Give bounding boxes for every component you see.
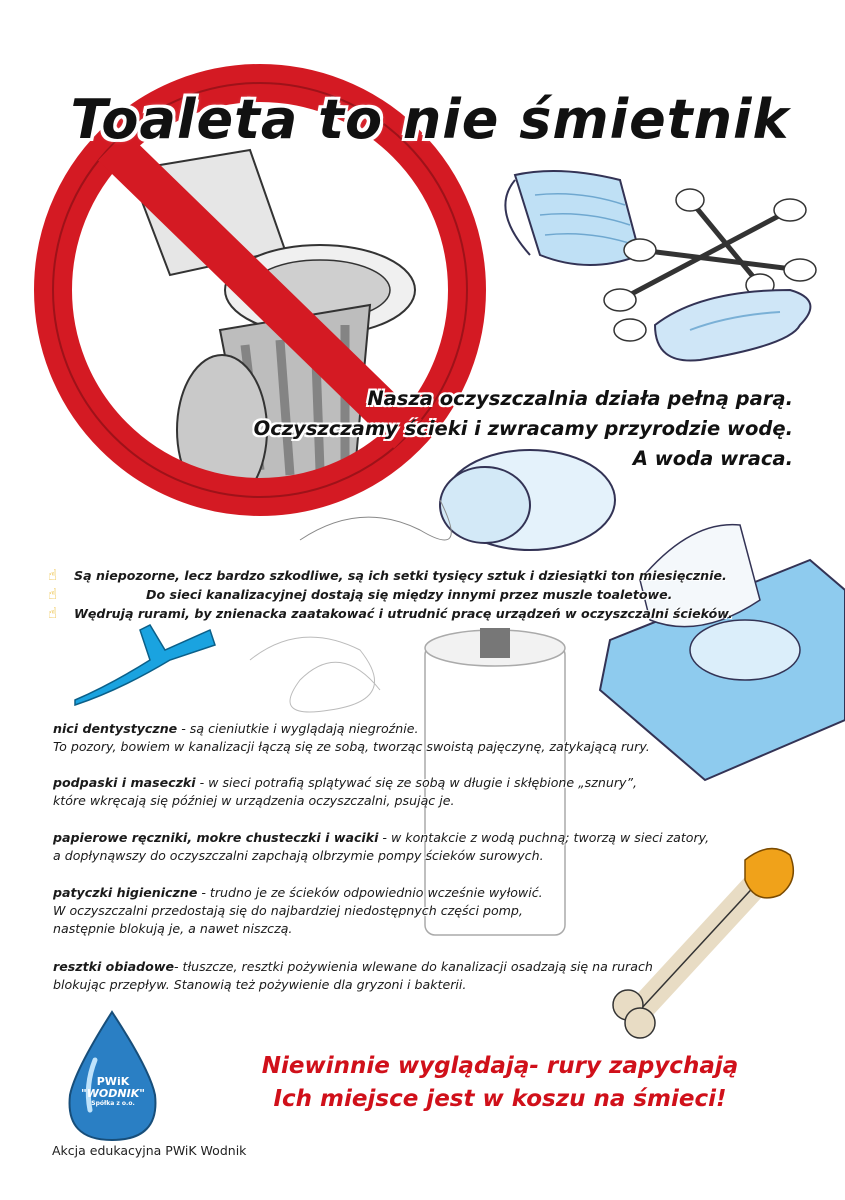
bullet-item	[46, 566, 826, 585]
item-text: a dopłynąwszy do oczyszczalni zapchają olbrzymie pompy ścieków surowych.	[53, 848, 544, 863]
item-name: resztki obiadowe	[53, 959, 174, 974]
item-text: W oczyszczalni przedostają się do najbardziej niedostępnych części pomp,	[53, 903, 523, 918]
footer-text: Akcja edukacyjna PWiK Wodnik	[52, 1143, 247, 1158]
bullet-text: Wędrują rurami, by znienacka zaatakować i utrudnić pracę urządzeń w oczyszczalni ścieków.	[74, 606, 733, 621]
hand-pointer-icon: ☝	[48, 604, 58, 622]
intro-text	[254, 384, 793, 474]
bullet-text: Są niepozorne, lecz bardzo szkodliwe, są ich setki tysięcy sztuk i dziesiątki ton miesięcznie.	[74, 568, 727, 583]
tangled-floss-icon	[250, 637, 380, 712]
item-name: podpaski i maseczki	[53, 775, 196, 790]
logo	[70, 1076, 156, 1108]
item-text: następnie blokują je, a nawet niszczą.	[53, 921, 293, 936]
intro-line-1: Nasza oczyszczalnia działa pełną parą.	[367, 387, 793, 410]
slogan-line-1: Niewinnie wyglądają- rury zapychają	[261, 1053, 739, 1079]
bullet-item	[46, 585, 826, 604]
bone-icon	[613, 849, 793, 1038]
intro-line-3: A woda wraca.	[632, 447, 793, 470]
item-dental-floss	[53, 720, 773, 756]
slogan-line-2: Ich miejsce jest w koszu na śmieci!	[273, 1086, 727, 1112]
page-title: Toaleta to nie śmietnik	[70, 88, 790, 151]
floss-pick-icon	[75, 625, 215, 705]
item-text: - tłuszcze, resztki pożywienia wlewane do kanalizacji osadzają się na rurach	[174, 959, 653, 974]
item-text: blokując przepływ. Stanowią też pożywienie dla gryzoni i bakterii.	[53, 977, 467, 992]
bullet-list	[46, 566, 826, 623]
item-name: papierowe ręczniki, mokre chusteczki i waciki	[53, 830, 379, 845]
hand-pointer-icon: ☝	[48, 566, 58, 584]
item-text: - są cieniutkie i wyglądają niegroźnie.	[177, 721, 419, 736]
bullet-item	[46, 604, 826, 623]
logo-line-1: PWiK	[96, 1075, 130, 1088]
face-mask-icon	[505, 171, 640, 265]
item-text: które wkręcają się później w urządzenia oczyszczalni, psując je.	[53, 793, 455, 808]
bullet-text: Do sieci kanalizacyjnej dostają się między innymi przez muszle toaletowe.	[146, 587, 673, 602]
item-food-leftovers	[53, 958, 773, 994]
sanitary-pad-icon	[655, 290, 810, 361]
item-text: To pozory, bowiem w kanalizacji łączą się ze sobą, tworząc swoistą pajęczynę, zatykającą rury.	[53, 739, 650, 754]
item-cotton-swabs	[53, 884, 773, 938]
item-name: patyczki higieniczne	[53, 885, 198, 900]
intro-line-2: Oczyszczamy ścieki i zwracamy przyrodzie wodę.	[253, 417, 793, 440]
item-text: - w kontakcie z wodą puchną; tworzą w sieci zatory,	[378, 830, 710, 845]
hand-pointer-icon: ☝	[48, 585, 58, 603]
item-text: - w sieci potrafią splątywać się ze sobą w długie i skłębione „sznury”,	[195, 775, 637, 790]
slogan	[240, 1050, 760, 1116]
item-text: - trudno je ze ścieków odpowiednio wcześnie wyłowić.	[197, 885, 543, 900]
item-pads-masks	[53, 774, 773, 810]
item-name: nici dentystyczne	[53, 721, 178, 736]
logo-line-2: "WODNIK"	[81, 1087, 145, 1100]
item-towels-wipes	[53, 829, 773, 865]
logo-line-3: Spółka z o.o.	[91, 1100, 135, 1107]
